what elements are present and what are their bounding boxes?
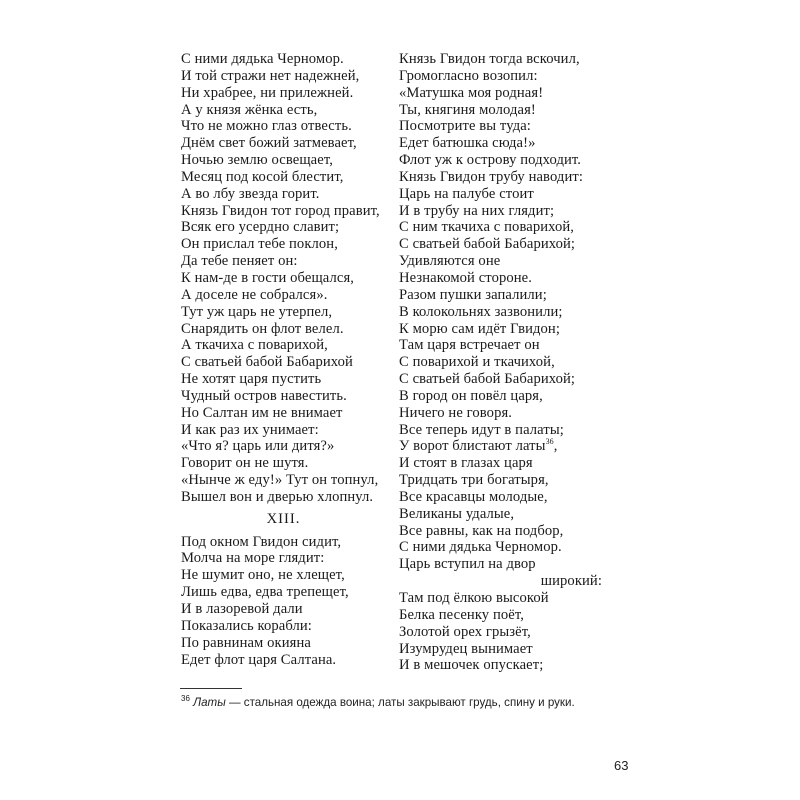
right-poem-line: Ты, княгиня молодая! bbox=[399, 101, 536, 118]
left-poem-line: Ночью землю освещает, bbox=[181, 152, 333, 169]
left-poem-line: Ни храбрее, ни прилежней. bbox=[181, 84, 354, 101]
left-poem-line: Говорит он не шутя. bbox=[181, 455, 309, 472]
left-poem-line: И той стражи нет надежней, bbox=[181, 67, 360, 84]
right-poem-line: И в мешочек опускает; bbox=[399, 657, 544, 674]
left-poem-line: Но Салтан им не внимает bbox=[181, 404, 343, 421]
left-poem-line: Месяц под косой блестит, bbox=[181, 168, 344, 185]
right-poem-line: С ним ткачиха с поварихой, bbox=[399, 219, 575, 236]
right-stanza-part-3 bbox=[399, 590, 609, 674]
left-poem-line: А у князя жёнка есть, bbox=[181, 101, 318, 118]
right-poem-line: Все равны, как на подбор, bbox=[399, 522, 564, 539]
right-poem-line: Незнакомой стороне. bbox=[399, 269, 532, 286]
left-poem-line: «Что я? царь или дитя?» bbox=[181, 438, 335, 455]
right-poem-line: Князь Гвидон трубу наводит: bbox=[399, 168, 583, 185]
left-poem-line: Не хотят царя пустить bbox=[181, 371, 322, 388]
left-poem-line: «Нынче ж еду!» Тут он топнул, bbox=[181, 472, 379, 489]
footnote-marker: 36 bbox=[181, 694, 190, 704]
page-number: 63 bbox=[614, 758, 629, 773]
right-poem-line: С поварихой и ткачихой, bbox=[399, 354, 555, 371]
left-poem-line: С ними дядька Черномор. bbox=[181, 51, 344, 67]
left-poem-line: Тут уж царь не утерпел, bbox=[181, 303, 333, 320]
right-poem-line: Посмотрите вы туда: bbox=[399, 118, 531, 135]
right-poem-line: «Матушка моя родная! bbox=[399, 84, 544, 101]
right-poem-line: Все красавцы молодые, bbox=[399, 488, 548, 505]
right-poem-line: Царь вступил на двор bbox=[399, 556, 536, 573]
left-poem-line: А ткачиха с поварихой, bbox=[181, 337, 328, 354]
right-stanza-part-1 bbox=[399, 51, 609, 438]
left-poem-line: Показались корабли: bbox=[181, 617, 312, 634]
right-poem-line: С сватьей бабой Бабарихой; bbox=[399, 371, 576, 388]
right-poem-line: Удивляются оне bbox=[399, 253, 501, 270]
wrapped-word: широкий: bbox=[540, 573, 602, 590]
right-poem-line: Князь Гвидон тогда вскочил, bbox=[399, 51, 580, 67]
footnote-divider bbox=[180, 688, 242, 689]
right-poem-line: Там царя встречает он bbox=[399, 337, 540, 354]
left-poem-line: И как раз их унимает: bbox=[181, 421, 319, 438]
right-poem-line: Все теперь идут в палаты; bbox=[399, 421, 564, 438]
left-column bbox=[181, 51, 391, 668]
right-column bbox=[399, 51, 609, 674]
left-poem-line: Он прислал тебе поклон, bbox=[181, 236, 338, 253]
left-poem-line: Лишь едва, едва трепещет, bbox=[181, 584, 349, 601]
left-poem-line: И в лазоревой дали bbox=[181, 601, 303, 617]
right-poem-line: Великаны удалые, bbox=[399, 505, 515, 522]
right-poem-line: И в трубу на них глядит; bbox=[399, 202, 555, 219]
left-poem-line: А во лбу звезда горит. bbox=[181, 185, 320, 202]
left-poem-line: По равнинам окияна bbox=[181, 634, 311, 651]
left-poem-line: С сватьей бабой Бабарихой bbox=[181, 354, 353, 371]
left-poem-line: Князь Гвидон тот город правит, bbox=[181, 202, 380, 219]
left-poem-line: Не шумит оно, не хлещет, bbox=[181, 567, 345, 584]
left-stanza-top bbox=[181, 51, 391, 506]
right-poem-line: Разом пушки запалили; bbox=[399, 286, 547, 303]
left-poem-line: Едет флот царя Салтана. bbox=[181, 651, 337, 668]
right-poem-line: Царь на палубе стоит bbox=[399, 185, 534, 202]
right-poem-line: С сватьей бабой Бабарихой; bbox=[399, 236, 576, 253]
right-poem-line: Ничего не говоря. bbox=[399, 404, 513, 421]
footnote-reference-marker[interactable]: 36 bbox=[545, 437, 554, 447]
left-poem-line: К нам-де в гости обещался, bbox=[181, 269, 355, 286]
right-poem-line: В колокольнях зазвонили; bbox=[399, 303, 563, 320]
right-poem-line: Громогласно возопил: bbox=[399, 67, 538, 84]
right-poem-line: Флот уж к острову подходит. bbox=[399, 152, 582, 169]
left-poem-line: Под окном Гвидон сидит, bbox=[181, 533, 342, 550]
left-poem-line: Днём свет божий затмевает, bbox=[181, 135, 357, 152]
left-stanza-bottom bbox=[181, 534, 391, 669]
left-poem-line: Снарядить он флот велел. bbox=[181, 320, 344, 337]
left-poem-line: Всяк его усердно славит; bbox=[181, 219, 340, 236]
right-stanza-part-2 bbox=[399, 455, 609, 573]
right-poem-line: В город он повёл царя, bbox=[399, 387, 543, 404]
right-poem-line: Тридцать три богатыря, bbox=[399, 472, 549, 489]
right-poem-line: И стоят в глазах царя bbox=[399, 455, 533, 472]
left-poem-line: Да тебе пеняет он: bbox=[181, 253, 298, 270]
left-poem-line: Что не можно глаз отвесть. bbox=[181, 118, 352, 135]
footnote-line-text: У ворот блистают латы bbox=[399, 438, 546, 455]
right-poem-line: Золотой орех грызёт, bbox=[399, 623, 531, 640]
footnote-line-end: , bbox=[553, 438, 558, 455]
footnote bbox=[181, 694, 611, 711]
right-poem-line: Едет батюшка сюда!» bbox=[399, 135, 536, 152]
right-poem-line: К морю сам идёт Гвидон; bbox=[399, 320, 560, 337]
right-poem-line: Там под ёлкою высокой bbox=[399, 590, 549, 606]
right-poem-line: Белка песенку поёт, bbox=[399, 606, 524, 623]
footnote-text: — стальная одежда воина; латы закрывают грудь, спину и руки. bbox=[225, 696, 575, 709]
section-heading: XIII. bbox=[266, 510, 301, 527]
left-poem-line: Вышел вон и дверью хлопнул. bbox=[181, 488, 374, 505]
left-poem-line: Чудный остров навестить. bbox=[181, 387, 347, 404]
right-poem-line: С ними дядька Черномор. bbox=[399, 539, 562, 556]
left-poem-line: Молча на море глядит: bbox=[181, 550, 325, 567]
left-poem-line: А доселе не собрался». bbox=[181, 286, 328, 303]
right-poem-line: Изумрудец вынимает bbox=[399, 640, 533, 657]
footnote-reference-line bbox=[399, 438, 609, 455]
footnote-term: Латы bbox=[193, 696, 226, 709]
